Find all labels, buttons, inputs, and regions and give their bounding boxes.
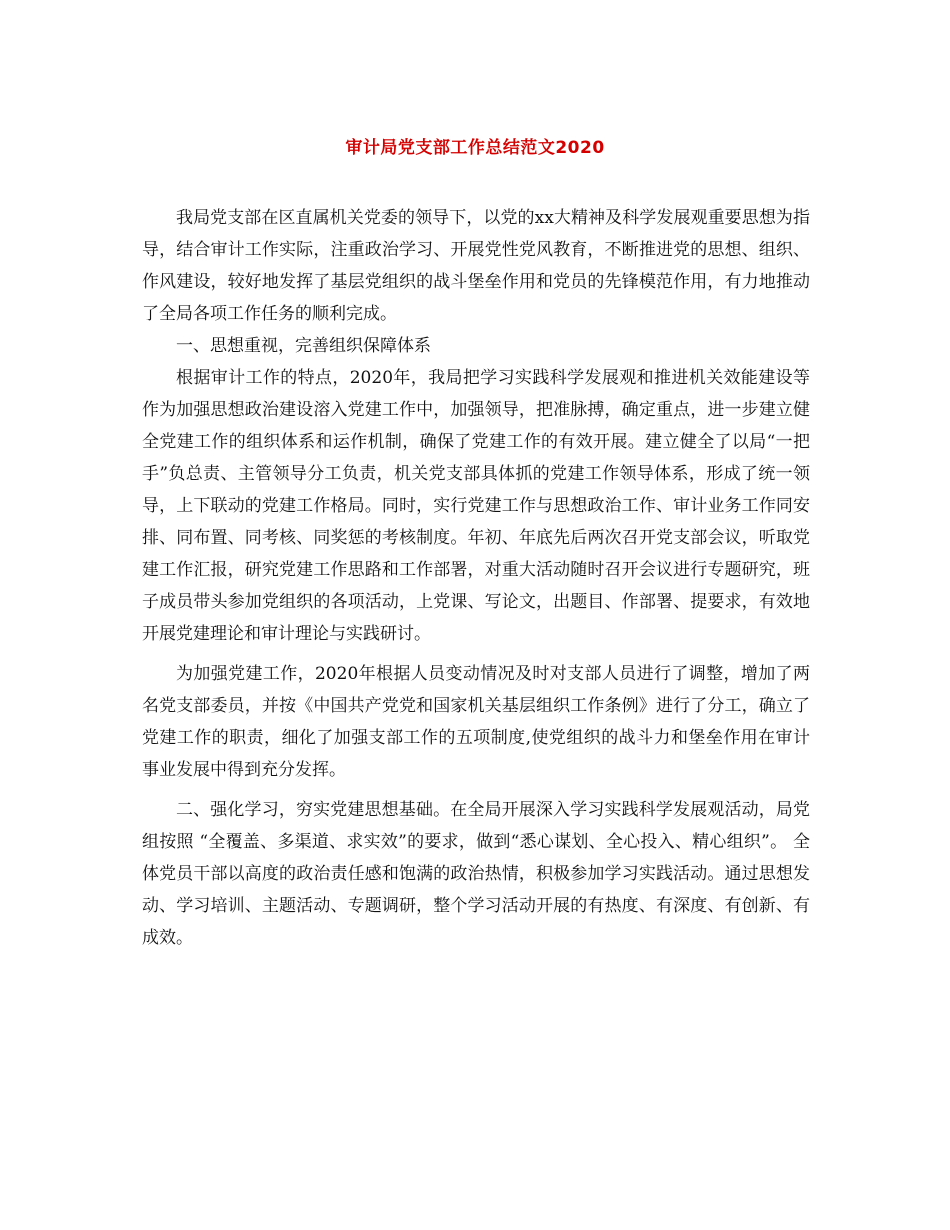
document-body [142,202,810,954]
document-title: 审计局党支部工作总结范文2020 [345,138,605,158]
paragraph-section-2: 二、强化学习，穷实党建思想基础。在全局开展深入学习实践科学发展观活动，局党组按照 “全覆盖、多渠道、求实效”的要求，做到“悉心谋划、全心投入、精心组织”。 全体党员干部以高度的政治责任感和饱满的政治热情，积极参加学习实践活动。通过思想发动、学习培训、主题活动、专题调研，整个学习活动开展的有热度、有深度、有创新、有成效。 [142,800,810,948]
paragraph-intro: 我局党支部在区直属机关党委的领导下，以党的xx大精神及科学发展观重要思想为指导，结合审计工作实际，注重政治学习、开展党性党风教育，不断推进党的思想、组织、作风建设，较好地发挥了基层党组织的战斗堡垒作用和党员的先锋模范作用，有力地推动了全局各项工作任务的顺利完成。 [142,208,810,324]
section-heading-1: 一、思想重视，完善组织保障体系 [176,336,431,356]
paragraph-staffing: 为加强党建工作，2020年根据人员变动情况及时对支部人员进行了调整，增加了两名党支部委员，并按《中国共产党党和国家机关基层组织工作条例》进行了分工，确立了党建工作的职责，细化了加强支部工作的五项制度,使党组织的战斗力和堡垒作用在审计事业发展中得到充分发挥。 [142,664,810,780]
paragraph-section-1: 根据审计工作的特点，2020年，我局把学习实践科学发展观和推进机关效能建设等作为加强思想政治建设溶入党建工作中，加强领导，把准脉搏，确定重点，进一步建立健全党建工作的组织体系和运作机制，确保了党建工作的有效开展。建立健全了以局“一把手”负总责、主管领导分工负责，机关党支部具体抓的党建工作领导体系，形成了统一领导，上下联动的党建工作格局。同时，实行党建工作与思想政治工作、审计业务工作同安排、同布置、同考核、同奖惩的考核制度。年初、年底先后两次召开党支部会议，听取党建工作汇报，研究党建工作思路和工作部署，对重大活动随时召开会议进行专题研究，班子成员带头参加党组织的各项活动，上党课、写论文，出题目、作部署、提要求，有效地开展党建理论和审计理论与实践研讨。 [142,368,810,644]
